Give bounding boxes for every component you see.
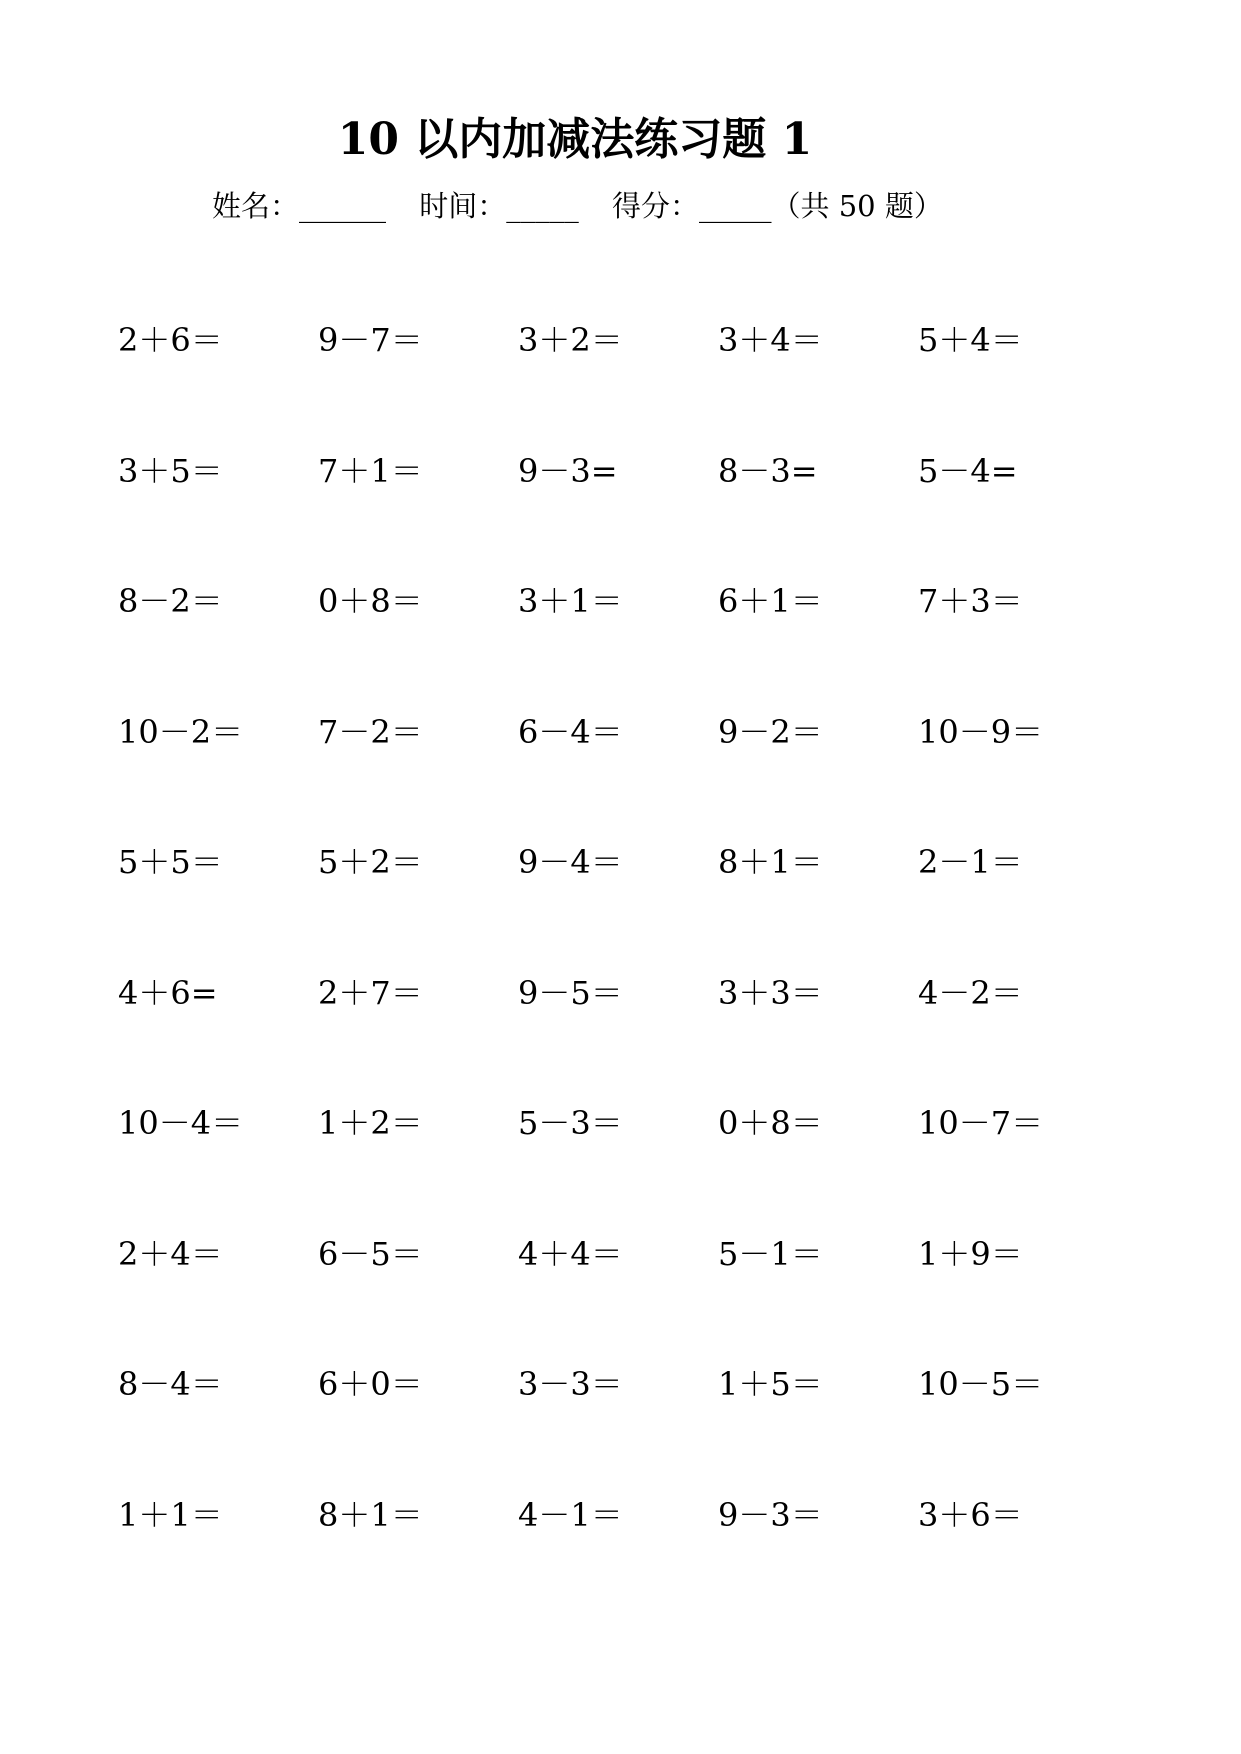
time-label: 时间：	[419, 189, 507, 223]
name-blank: ______	[299, 189, 387, 223]
problem-row	[118, 1093, 1118, 1224]
problem: 3＋6＝	[918, 1495, 1023, 1534]
problem: 5＋2＝	[318, 843, 423, 881]
problem: 8＋1＝	[718, 843, 823, 881]
problem: 3＋1＝	[518, 582, 623, 620]
problem-row	[118, 441, 1118, 572]
problem: 6－5＝	[318, 1234, 423, 1273]
problem: 0＋8＝	[318, 582, 423, 620]
problem: 4－2＝	[918, 973, 1023, 1012]
problem-row	[118, 1485, 1118, 1616]
problem: 3＋3＝	[718, 973, 823, 1012]
problem: 10－2＝	[118, 712, 244, 751]
problem: 10－7＝	[918, 1104, 1044, 1142]
problem: 4－1＝	[518, 1495, 623, 1534]
problem: 1＋5＝	[718, 1365, 823, 1403]
problem: 9－3=	[518, 451, 618, 490]
problem: 5－4=	[918, 451, 1018, 490]
problem-grid	[118, 310, 1118, 1615]
problem: 6＋0＝	[318, 1365, 423, 1403]
problem: 1＋1＝	[118, 1495, 223, 1534]
problem: 9－3＝	[718, 1495, 823, 1534]
name-label: 姓名：	[212, 189, 300, 223]
problem: 7＋1＝	[318, 451, 423, 490]
problem: 2－1＝	[918, 843, 1023, 881]
score-blank: _____	[698, 189, 772, 223]
problem-row	[118, 310, 1118, 441]
problem: 10－5＝	[918, 1365, 1044, 1403]
problem: 5＋5＝	[118, 843, 223, 881]
time-blank: _____	[506, 189, 579, 223]
total-note: （共 50 题）	[771, 189, 943, 223]
problem: 1＋2＝	[318, 1104, 423, 1142]
problem: 9－5＝	[518, 973, 623, 1012]
problem: 4＋4＝	[518, 1234, 623, 1273]
problem: 8－2＝	[118, 582, 223, 620]
problem: 9－7＝	[318, 321, 423, 359]
problem: 4＋6=	[118, 973, 218, 1012]
problem: 2＋4＝	[118, 1234, 223, 1273]
problem: 8－4＝	[118, 1365, 223, 1403]
problem: 9－2＝	[718, 712, 823, 751]
problem: 5＋4＝	[918, 321, 1023, 359]
problem: 1＋9＝	[918, 1234, 1023, 1273]
problem: 2＋7＝	[318, 973, 423, 1012]
problem: 3－3＝	[518, 1365, 623, 1403]
problem: 8＋1＝	[318, 1495, 423, 1534]
problem: 6＋1＝	[718, 582, 823, 620]
problem: 10－9＝	[918, 712, 1044, 751]
problem-row	[118, 832, 1118, 963]
problem-row	[118, 571, 1118, 702]
score-label: 得分：	[611, 189, 699, 223]
problem: 5－1＝	[718, 1234, 823, 1273]
problem: 0＋8＝	[718, 1104, 823, 1142]
problem: 3＋5＝	[118, 451, 223, 490]
worksheet-title: 10 以内加减法练习题 1	[337, 114, 813, 165]
problem: 5－3＝	[518, 1104, 623, 1142]
problem-row	[118, 1354, 1118, 1485]
problem: 7＋3＝	[918, 582, 1023, 620]
problem-row	[118, 963, 1118, 1094]
problem: 7－2＝	[318, 712, 423, 751]
problem: 9－4＝	[518, 843, 623, 881]
problem-row	[118, 702, 1118, 833]
problem: 3＋4＝	[718, 321, 823, 359]
student-info-line	[212, 184, 1141, 228]
problem: 6－4＝	[518, 712, 623, 751]
problem: 3＋2＝	[518, 321, 623, 359]
problem-row	[118, 1224, 1118, 1355]
problem: 10－4＝	[118, 1104, 244, 1142]
problem: 8－3=	[718, 451, 818, 490]
problem: 2＋6＝	[118, 321, 223, 359]
